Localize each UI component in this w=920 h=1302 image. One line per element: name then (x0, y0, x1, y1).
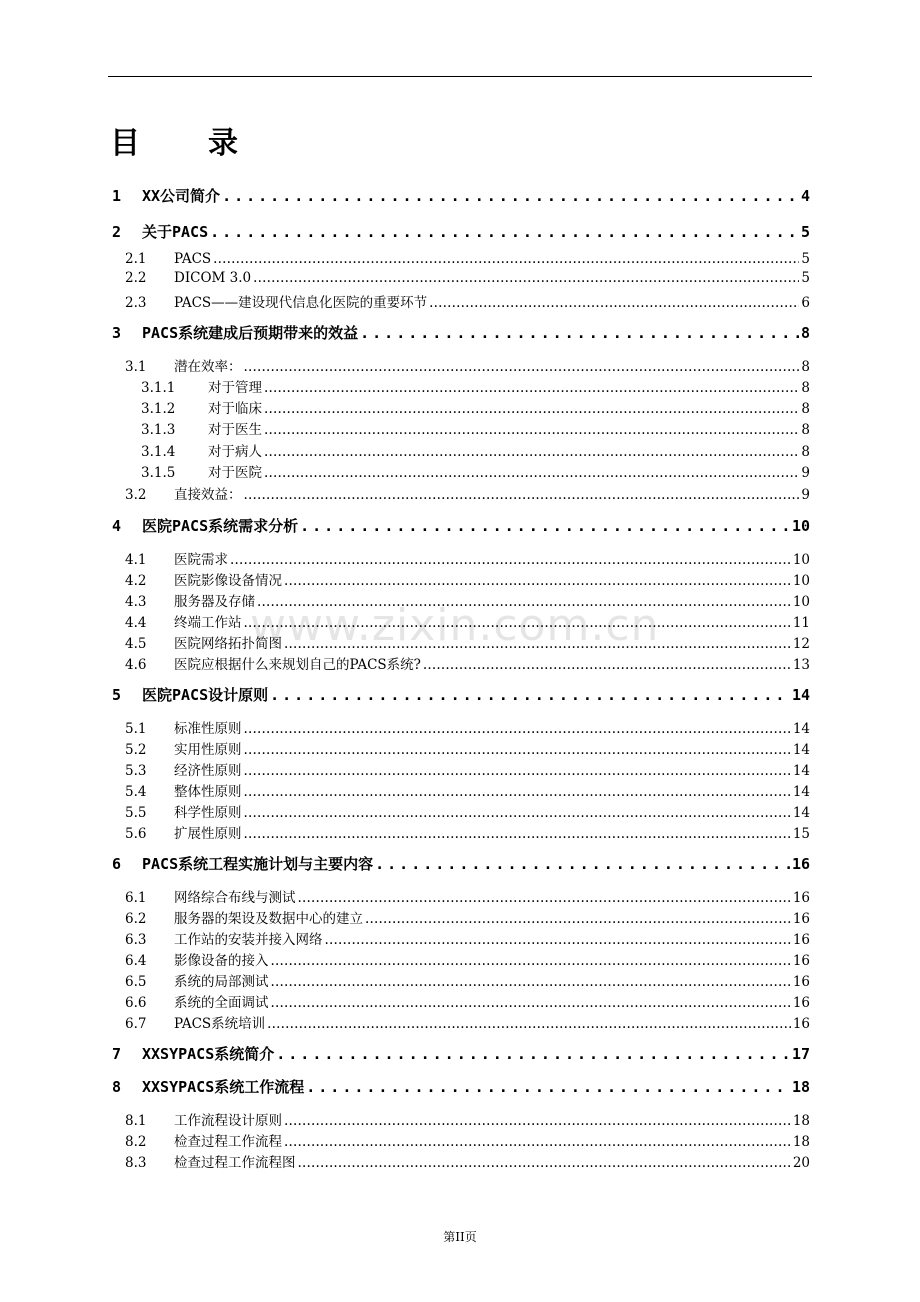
toc-entry-number: 5.1 (125, 721, 147, 737)
toc-entry[interactable] (125, 611, 810, 631)
toc-entry-number: 3 (112, 324, 122, 342)
toc-leader-dots (284, 1113, 791, 1129)
toc-entry-number: 3.1.4 (141, 444, 176, 460)
toc-entry-number: 5.5 (125, 805, 147, 821)
toc-entry[interactable] (125, 822, 810, 842)
toc-entry-page: 16 (792, 995, 810, 1011)
toc-leader-dots (284, 636, 791, 652)
toc-leader-dots (298, 1155, 791, 1171)
toc-entry-page: 8 (801, 380, 810, 396)
toc-leader-dots (360, 324, 799, 342)
toc-entry-label: 整体性原则 (174, 784, 242, 800)
toc-leader-dots (306, 1078, 790, 1096)
toc-entry-number: 6.1 (125, 890, 147, 906)
toc-entry-number: 2 (112, 223, 122, 241)
toc-entry-number: 2.1 (125, 251, 147, 267)
toc-entry-label: XX公司简介 (142, 187, 221, 205)
toc-entry-number: 4.1 (125, 552, 147, 568)
toc-entry[interactable] (141, 376, 810, 396)
toc-leader-dots (210, 223, 799, 241)
toc-entry-label: PACS——建设现代信息化医院的重要环节 (174, 295, 428, 311)
toc-leader-dots (276, 1045, 790, 1063)
toc-entry-page: 16 (792, 953, 810, 969)
toc-leader-dots (271, 995, 791, 1011)
toc-entry[interactable] (125, 270, 810, 290)
toc-entry-label: 系统的全面调试 (174, 995, 269, 1011)
toc-entry[interactable] (125, 759, 810, 779)
toc-leader-dots (244, 826, 791, 842)
toc-entry[interactable] (112, 853, 810, 875)
toc-entry-number: 5 (112, 686, 122, 704)
toc-entry[interactable] (125, 801, 810, 821)
toc-entry-label: XXSYPACS系统工作流程 (142, 1078, 305, 1096)
toc-entry-page: 13 (792, 657, 810, 673)
toc-entry-label: PACS系统工程实施计划与主要内容 (142, 855, 374, 873)
toc-title-char-1: 目 (110, 126, 140, 161)
toc-entry-label: 医院应根据什么来规划自己的PACS系统? (174, 657, 421, 673)
toc-entry-number: 8.1 (125, 1113, 147, 1129)
toc-entry-label: 终端工作站 (174, 615, 242, 631)
toc-entry-number: 4.5 (125, 636, 147, 652)
toc-entry[interactable] (125, 886, 810, 906)
toc-entry[interactable] (125, 355, 810, 375)
toc-entry-page: 8 (801, 359, 810, 375)
toc-leader-dots (213, 251, 799, 267)
page-footer: 第II页 (443, 1230, 477, 1244)
toc-entry[interactable] (112, 221, 810, 243)
toc-entry-number: 3.1.1 (141, 380, 176, 396)
toc-leader-dots (222, 187, 799, 205)
toc-leader-dots (244, 721, 791, 737)
toc-leader-dots (264, 444, 799, 460)
toc-leader-dots (244, 763, 791, 779)
toc-entry-label: 检查过程工作流程图 (174, 1155, 296, 1171)
toc-entry-number: 8 (112, 1078, 122, 1096)
toc-entry-number: 5.2 (125, 742, 147, 758)
toc-entry-label: 经济性原则 (174, 763, 242, 779)
toc-leader-dots (230, 552, 791, 568)
toc-entry-number: 5.3 (125, 763, 147, 779)
toc-leader-dots (244, 487, 800, 503)
toc-leader-dots (284, 573, 791, 589)
toc-entry[interactable] (112, 1076, 810, 1098)
toc-entry-page: 10 (792, 552, 810, 568)
toc-entry[interactable] (112, 185, 810, 207)
toc-entry-page: 9 (801, 487, 810, 503)
toc-entry[interactable] (112, 684, 810, 706)
toc-entry-number: 2.3 (125, 295, 147, 311)
toc-entry[interactable] (125, 1012, 810, 1032)
toc-leader-dots (244, 742, 791, 758)
toc-entry[interactable] (125, 483, 810, 503)
toc-entry-number: 4.4 (125, 615, 147, 631)
toc-entry-label: 服务器及存储 (174, 594, 255, 610)
toc-entry-page: 10 (791, 517, 810, 535)
toc-entry[interactable] (125, 569, 810, 589)
toc-entry-page: 20 (792, 1155, 810, 1171)
toc-entry-label: 医院网络拓扑简图 (174, 636, 282, 652)
toc-entry[interactable] (125, 1109, 810, 1129)
toc-entry-page: 16 (792, 911, 810, 927)
toc-entry-number: 6.2 (125, 911, 147, 927)
toc-entry-page: 5 (801, 251, 810, 267)
toc-entry-number: 6 (112, 855, 122, 873)
toc-leader-dots (365, 911, 791, 927)
toc-entry-page: 14 (791, 686, 810, 704)
toc-leader-dots (264, 401, 799, 417)
toc-entry-number: 3.1.5 (141, 465, 176, 481)
toc-title-char-2: 录 (208, 126, 238, 161)
toc-entry[interactable] (125, 970, 810, 990)
toc-entry-page: 16 (792, 890, 810, 906)
toc-entry[interactable] (125, 251, 810, 271)
toc-entry-label: 医院需求 (174, 552, 228, 568)
toc-entry-label: PACS系统培训 (174, 1016, 266, 1032)
toc-entry-label: 医院PACS系统需求分析 (142, 517, 299, 535)
toc-entry-page: 12 (792, 636, 810, 652)
toc-entry-page: 10 (792, 594, 810, 610)
toc-entry-page: 6 (801, 295, 810, 311)
toc-entry-page: 10 (792, 573, 810, 589)
toc-entry-label: 直接效益： (174, 487, 242, 503)
toc-entry-label: 医院PACS设计原则 (142, 686, 269, 704)
toc-entry[interactable] (125, 1130, 810, 1150)
toc-entry-label: 网络综合布线与测试 (174, 890, 296, 906)
toc-entry-label: 医院影像设备情况 (174, 573, 282, 589)
toc-entry-page: 5 (801, 270, 810, 286)
watermark: www.zixin.com.cn (250, 600, 660, 651)
toc-entry-label: 关于PACS (142, 223, 209, 241)
toc-entry[interactable] (125, 717, 810, 737)
toc-entry-number: 3.1.2 (141, 401, 176, 417)
toc-entry[interactable] (125, 548, 810, 568)
toc-entry-number: 7 (112, 1045, 122, 1063)
toc-entry-page: 18 (792, 1113, 810, 1129)
toc-entry-label: PACS系统建成后预期带来的效益 (142, 324, 359, 342)
toc-entry[interactable] (125, 991, 810, 1011)
toc-entry[interactable] (125, 1151, 810, 1171)
toc-leader-dots (264, 380, 799, 396)
toc-entry-number: 1 (112, 187, 122, 205)
toc-entry-page: 8 (800, 324, 810, 342)
toc-entry[interactable] (112, 322, 810, 344)
toc-entry-page: 8 (801, 444, 810, 460)
toc-entry-page: 17 (791, 1045, 810, 1063)
toc-leader-dots (423, 657, 791, 673)
toc-entry-label: 对于医生 (208, 422, 262, 438)
toc-entry-number: 6.6 (125, 995, 147, 1011)
toc-entry-label: 影像设备的接入 (174, 953, 269, 969)
toc-leader-dots (267, 1016, 791, 1032)
toc-entry-number: 2.2 (125, 270, 147, 286)
toc-entry[interactable] (141, 397, 810, 417)
toc-entry[interactable] (125, 653, 810, 673)
toc-leader-dots (325, 932, 791, 948)
toc-leader-dots (271, 974, 791, 990)
toc-entry-page: 8 (801, 401, 810, 417)
toc-entry[interactable] (125, 949, 810, 969)
toc-entry-page: 18 (791, 1078, 810, 1096)
toc-leader-dots (244, 359, 800, 375)
toc-entry-page: 16 (791, 855, 810, 873)
toc-entry-label: 标准性原则 (174, 721, 242, 737)
toc-leader-dots (257, 594, 791, 610)
toc-leader-dots (375, 855, 790, 873)
toc-entry-page: 9 (801, 465, 810, 481)
toc-entry-label: 扩展性原则 (174, 826, 242, 842)
toc-entry[interactable] (112, 1043, 810, 1065)
toc-entry-number: 6.3 (125, 932, 147, 948)
toc-entry-number: 5.4 (125, 784, 147, 800)
toc-entry-label: DICOM 3.0 (174, 270, 252, 286)
toc-entry-number: 5.6 (125, 826, 147, 842)
toc-entry-number: 6.7 (125, 1016, 147, 1032)
toc-entry-label: XXSYPACS系统简介 (142, 1045, 275, 1063)
toc-entry-label: 对于临床 (208, 401, 262, 417)
toc-entry-label: 对于管理 (208, 380, 262, 396)
toc-entry-page: 8 (801, 422, 810, 438)
toc-entry-page: 16 (792, 974, 810, 990)
toc-entry-label: 检查过程工作流程 (174, 1134, 282, 1150)
toc-entry-page: 11 (792, 615, 810, 631)
toc-entry-page: 14 (792, 784, 810, 800)
toc-entry[interactable] (125, 590, 810, 610)
toc-entry[interactable] (141, 461, 810, 481)
toc-entry-number: 3.1 (125, 359, 147, 375)
toc-entry-label: 科学性原则 (174, 805, 242, 821)
toc-entry[interactable] (125, 928, 810, 948)
toc-leader-dots (298, 890, 791, 906)
toc-entry-page: 4 (800, 187, 810, 205)
toc-entry-label: 服务器的架设及数据中心的建立 (174, 911, 363, 927)
toc-entry-number: 8.2 (125, 1134, 147, 1150)
toc-leader-dots (244, 784, 791, 800)
toc-entry-page: 14 (792, 763, 810, 779)
toc-entry-number: 4.6 (125, 657, 147, 673)
toc-entry-label: PACS (174, 251, 212, 267)
toc-entry-label: 工作流程设计原则 (174, 1113, 282, 1129)
toc-leader-dots (264, 422, 799, 438)
toc-leader-dots (271, 953, 791, 969)
toc-entry-page: 16 (792, 932, 810, 948)
toc-entry-page: 14 (792, 742, 810, 758)
toc-entry-number: 3.2 (125, 487, 147, 503)
toc-entry-number: 6.5 (125, 974, 147, 990)
toc-entry-label: 对于病人 (208, 444, 262, 460)
toc-entry[interactable] (112, 515, 810, 537)
toc-entry-label: 潜在效率： (174, 359, 242, 375)
toc-entry-page: 14 (792, 805, 810, 821)
toc-entry[interactable] (125, 780, 810, 800)
toc-leader-dots (429, 295, 799, 311)
toc-entry-number: 3.1.3 (141, 422, 176, 438)
toc-entry-number: 4.2 (125, 573, 147, 589)
toc-entry-page: 14 (792, 721, 810, 737)
toc-entry-page: 16 (792, 1016, 810, 1032)
toc-entry[interactable] (125, 738, 810, 758)
toc-entry[interactable] (125, 291, 810, 311)
toc-entry-label: 实用性原则 (174, 742, 242, 758)
toc-entry[interactable] (141, 418, 810, 438)
toc-entry[interactable] (141, 440, 810, 460)
toc-entry-label: 对于医院 (208, 465, 262, 481)
toc-entry-page: 18 (792, 1134, 810, 1150)
toc-entry-number: 4 (112, 517, 122, 535)
toc-leader-dots (244, 805, 791, 821)
toc-entry-number: 6.4 (125, 953, 147, 969)
toc-leader-dots (264, 465, 799, 481)
toc-entry-number: 4.3 (125, 594, 147, 610)
toc-entry-page: 5 (800, 223, 810, 241)
toc-entry[interactable] (125, 907, 810, 927)
toc-entry-label: 工作站的安装并接入网络 (174, 932, 323, 948)
toc-leader-dots (244, 615, 791, 631)
toc-entry[interactable] (125, 632, 810, 652)
toc-entry-number: 8.3 (125, 1155, 147, 1171)
toc-entry-label: 系统的局部测试 (174, 974, 269, 990)
toc-leader-dots (253, 270, 799, 286)
toc-leader-dots (284, 1134, 791, 1150)
toc-leader-dots (270, 686, 790, 704)
toc-leader-dots (300, 517, 790, 535)
toc-entry-page: 15 (792, 826, 810, 842)
